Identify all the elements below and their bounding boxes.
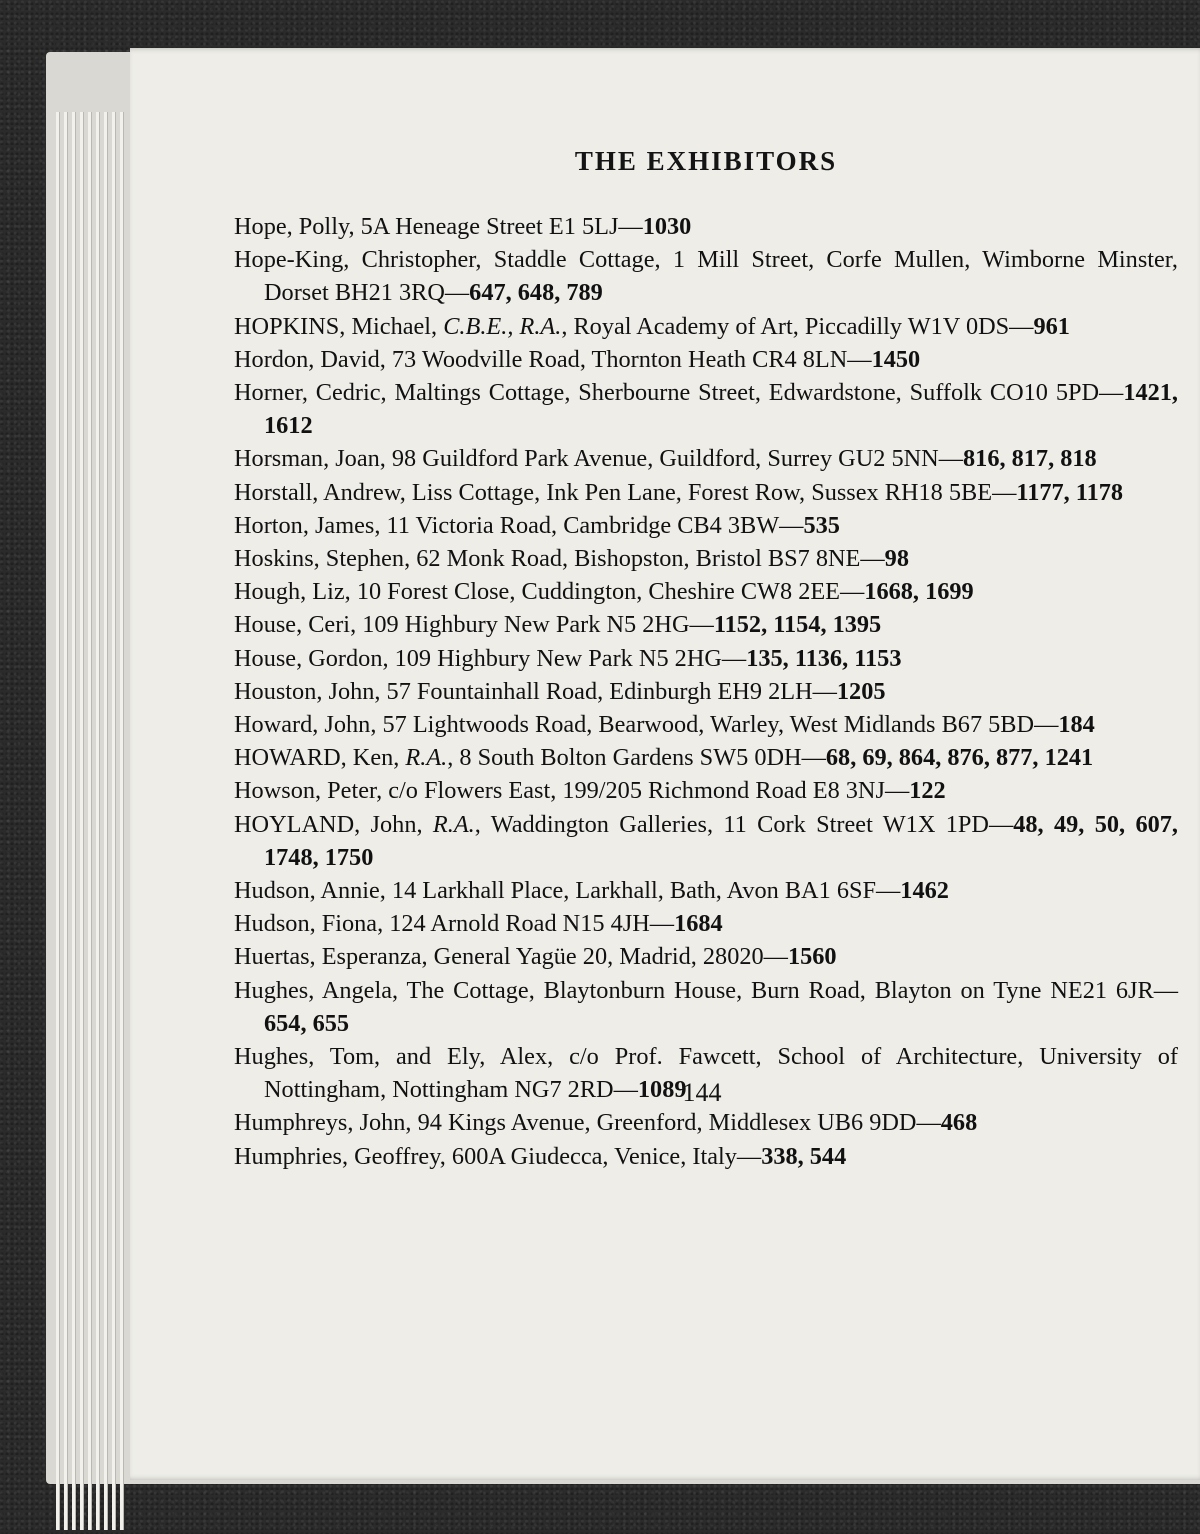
- entry-address-text: Hudson, Annie, 14 Larkhall Place, Larkhall, Bath, Avon BA1 6SF—: [234, 877, 901, 905]
- entry-catalogue-numbers: 122: [909, 777, 946, 805]
- page-edge: [80, 112, 84, 1530]
- page-edge: [96, 112, 100, 1530]
- exhibitor-entry: [234, 907, 1178, 940]
- page-edge: [88, 112, 92, 1530]
- entry-catalogue-numbers: 816, 817, 818: [963, 445, 1097, 473]
- entry-address-text: Hope, Polly, 5A Heneage Street E1 5LJ—: [234, 213, 643, 240]
- entry-catalogue-numbers: 98: [884, 545, 909, 573]
- entry-catalogue-numbers: 1450: [871, 345, 921, 373]
- exhibitor-list: [234, 210, 1178, 1173]
- entry-honours: C.B.E., R.A.: [443, 312, 562, 340]
- entry-honours: R.A.: [432, 810, 475, 838]
- entry-address-text: House, Ceri, 109 Highbury New Park N5 2HG—: [234, 611, 714, 639]
- exhibitor-entry: [234, 509, 1178, 542]
- entry-address-text: Howard, John, 57 Lightwoods Road, Bearwood, Warley, West Midlands B67 5BD—: [234, 711, 1059, 739]
- exhibitor-entry: [234, 874, 1178, 907]
- entry-address-text: Hope-King, Christopher, Staddle Cottage, 1 Mill Street, Corfe Mullen, Wimborne Minster, Dorset BH21 3RQ—: [234, 246, 1178, 307]
- entry-catalogue-numbers: 1152, 1154, 1395: [713, 611, 882, 639]
- entry-address-text: Hordon, David, 73 Woodville Road, Thornton Heath CR4 8LN—: [234, 345, 872, 373]
- entry-address-text: , Royal Academy of Art, Piccadilly W1V 0DS—: [561, 312, 1034, 340]
- entry-catalogue-numbers: 1089: [637, 1076, 687, 1104]
- entry-catalogue-numbers: 535: [803, 511, 840, 539]
- exhibitor-entry: [234, 774, 1178, 807]
- entry-catalogue-numbers: 961: [1033, 312, 1070, 340]
- exhibitor-entry: [234, 575, 1178, 608]
- entry-name-text: HOPKINS, Michael,: [234, 312, 444, 340]
- exhibitor-entry: [234, 940, 1178, 973]
- exhibitor-entry: [234, 608, 1178, 641]
- entry-address-text: Howson, Peter, c/o Flowers East, 199/205 Richmond Road E8 3NJ—: [234, 777, 910, 805]
- entry-address-text: Hough, Liz, 10 Forest Close, Cuddington, Cheshire CW8 2EE—: [234, 578, 865, 606]
- page-edge: [72, 112, 76, 1530]
- exhibitor-entry: [234, 243, 1178, 309]
- entry-catalogue-numbers: 1205: [836, 677, 886, 705]
- entry-catalogue-numbers: 338, 544: [761, 1142, 847, 1170]
- exhibitor-entry: [234, 542, 1178, 575]
- entry-address-text: Horner, Cedric, Maltings Cottage, Sherbourne Street, Edwardstone, Suffolk CO10 5PD—: [234, 379, 1124, 407]
- exhibitor-entry: [234, 343, 1178, 376]
- entry-name-text: HOWARD, Ken,: [234, 744, 406, 772]
- entry-address-text: Horsman, Joan, 98 Guildford Park Avenue, Guildford, Surrey GU2 5NN—: [234, 445, 964, 473]
- entry-catalogue-numbers: 184: [1058, 711, 1095, 739]
- entry-catalogue-numbers: 1560: [787, 943, 837, 971]
- exhibitor-entry: [234, 675, 1178, 708]
- entry-catalogue-numbers: 135, 1136, 1153: [746, 644, 902, 672]
- entry-address-text: Horstall, Andrew, Liss Cottage, Ink Pen Lane, Forest Row, Sussex RH18 5BE—: [234, 478, 1017, 506]
- entry-address-text: , Waddington Galleries, 11 Cork Street W1X 1PD—: [474, 810, 1014, 838]
- entry-address-text: House, Gordon, 109 Highbury New Park N5 2HG—: [234, 644, 747, 672]
- entry-address-text: Hudson, Fiona, 124 Arnold Road N15 4JH—: [234, 910, 675, 938]
- page-edge: [112, 112, 116, 1530]
- exhibitor-entry: [234, 808, 1178, 874]
- entry-catalogue-numbers: 468: [940, 1109, 978, 1137]
- page-edge: [104, 112, 108, 1530]
- entry-address-text: Humphreys, John, 94 Kings Avenue, Greenford, Middlesex UB6 9DD—: [234, 1109, 941, 1137]
- entry-catalogue-numbers: 1421, 1612: [264, 379, 1178, 440]
- entry-honours: R.A.: [405, 744, 448, 772]
- entry-catalogue-numbers: 48, 49, 50, 607, 1748, 1750: [264, 810, 1178, 871]
- exhibitor-entry: [234, 1140, 1178, 1173]
- page-number: 144: [682, 1078, 722, 1107]
- page-title: THE EXHIBITORS: [574, 146, 838, 177]
- entry-address-text: Hughes, Angela, The Cottage, Blaytonburn House, Burn Road, Blayton on Tyne NE21 6JR—: [234, 976, 1178, 1004]
- entry-catalogue-numbers: 1684: [674, 910, 723, 938]
- exhibitor-entry: [234, 741, 1178, 774]
- exhibitor-entry: [234, 210, 1178, 243]
- entry-address-text: , 8 South Bolton Gardens SW5 0DH—: [447, 744, 826, 772]
- entry-address-text: Horton, James, 11 Victoria Road, Cambridge CB4 3BW—: [234, 511, 804, 539]
- page-edge: [56, 112, 60, 1530]
- exhibitor-entry: [234, 642, 1178, 675]
- page-edge: [120, 112, 124, 1530]
- entry-address-text: Hoskins, Stephen, 62 Monk Road, Bishopston, Bristol BS7 8NE—: [234, 545, 885, 573]
- exhibitor-entry: [234, 376, 1178, 442]
- entry-catalogue-numbers: 1177, 1178: [1016, 478, 1124, 506]
- exhibitor-entry: [234, 1106, 1178, 1139]
- entry-catalogue-numbers: 647, 648, 789: [469, 279, 603, 307]
- entry-catalogue-numbers: 654, 655: [264, 1009, 350, 1037]
- entry-name-text: HOYLAND, John,: [234, 810, 433, 838]
- exhibitor-entry: [234, 708, 1178, 741]
- entry-address-text: Humphries, Geoffrey, 600A Giudecca, Venice, Italy—: [234, 1142, 762, 1170]
- entry-catalogue-numbers: 1668, 1699: [864, 578, 974, 606]
- exhibitor-entry: [234, 442, 1178, 475]
- entry-catalogue-numbers: 68, 69, 864, 876, 877, 1241: [825, 744, 1094, 772]
- entry-address-text: Houston, John, 57 Fountainhall Road, Edinburgh EH9 2LH—: [234, 677, 837, 705]
- entry-catalogue-numbers: 1462: [900, 877, 949, 905]
- page-edge: [64, 112, 68, 1530]
- exhibitor-entry: [234, 310, 1178, 343]
- exhibitor-entry: [234, 974, 1178, 1040]
- entry-catalogue-numbers: 1030: [642, 213, 692, 240]
- exhibitor-entry: [234, 476, 1178, 509]
- entry-address-text: Huertas, Esperanza, General Yagüe 20, Madrid, 28020—: [234, 943, 788, 971]
- entry-address-text: Hughes, Tom, and Ely, Alex, c/o Prof. Fawcett, School of Architecture, University of Nottingham, Nottingham NG7 2RD—: [234, 1043, 1178, 1104]
